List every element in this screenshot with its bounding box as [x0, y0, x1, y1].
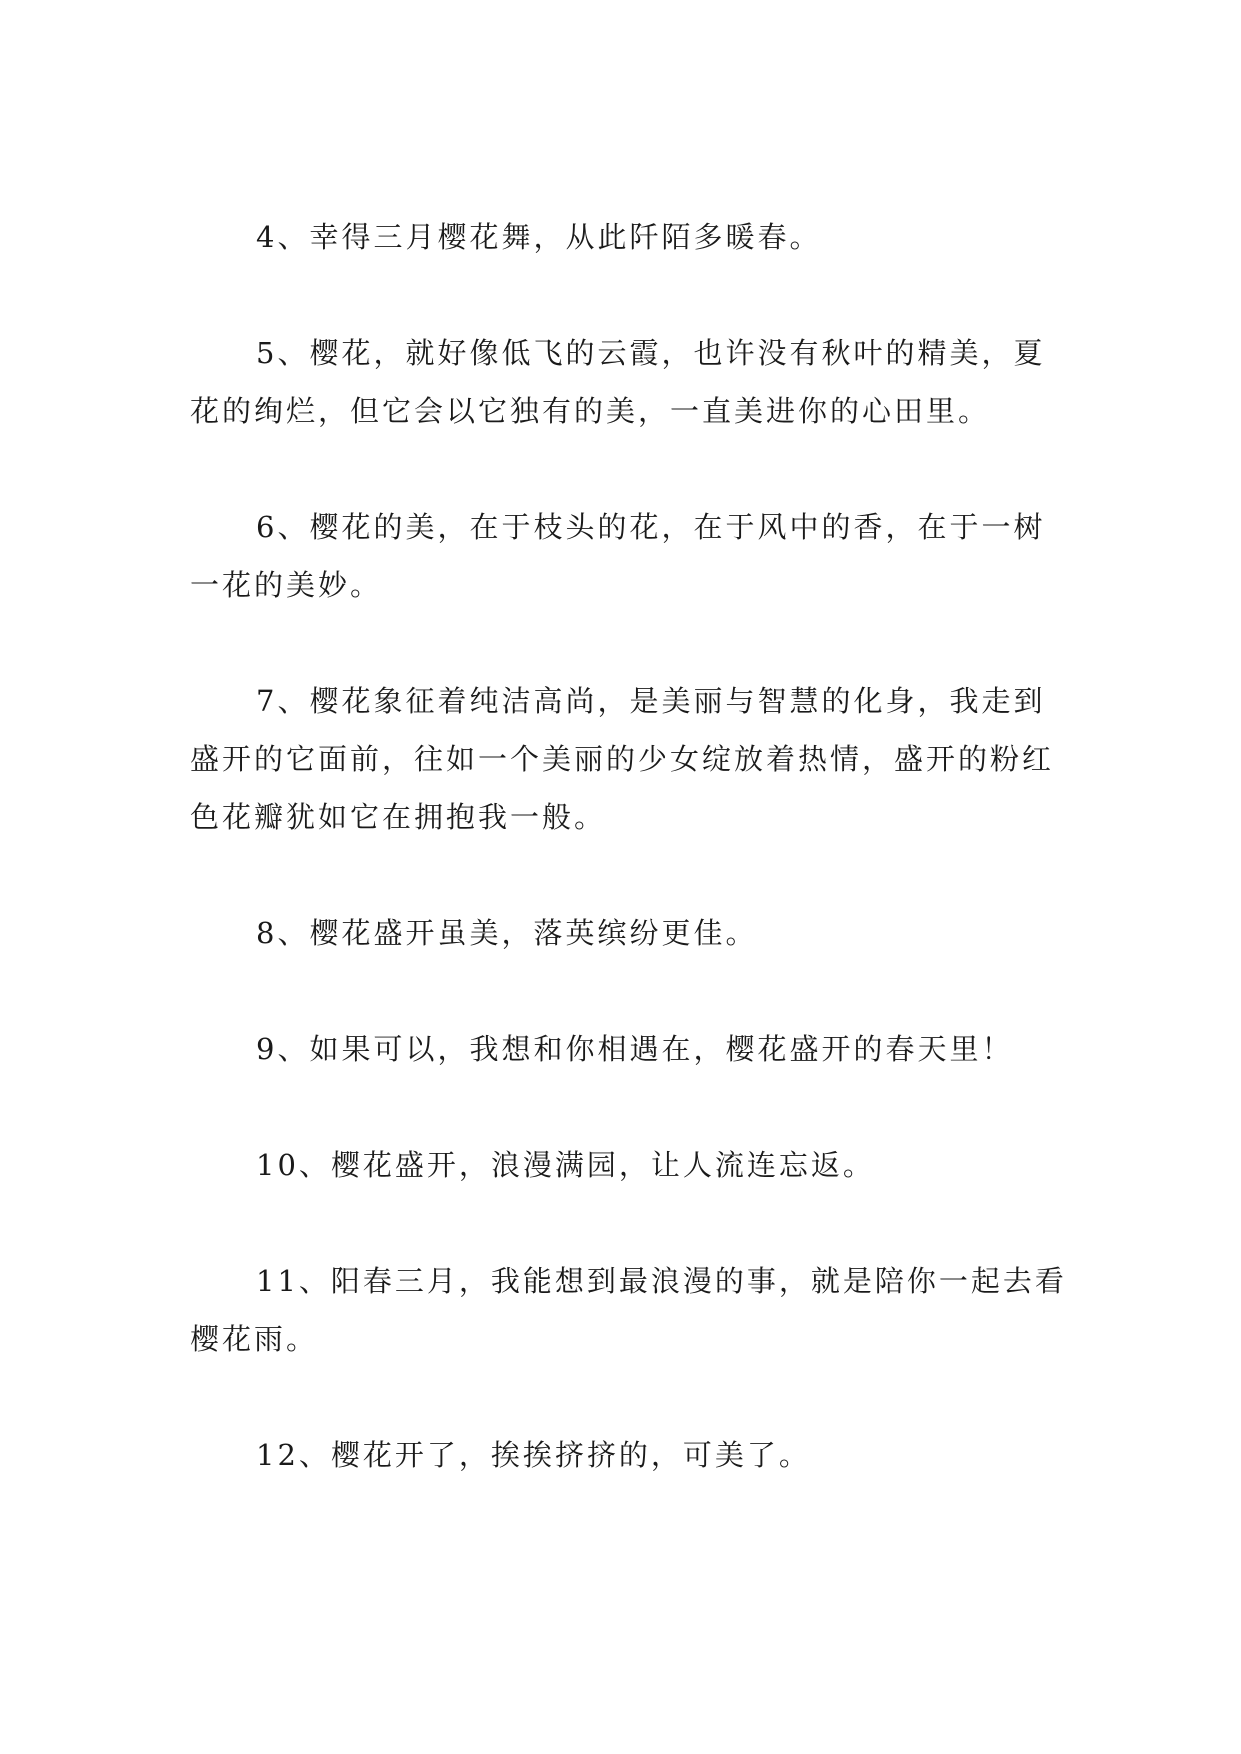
paragraph-9: 9、如果可以，我想和你相遇在，樱花盛开的春天里！ — [256, 1032, 1014, 1066]
paragraph-12: 12、樱花开了，挨挨挤挤的，可美了。 — [256, 1438, 811, 1472]
document-body — [190, 208, 1070, 1484]
paragraph-4: 4、幸得三月樱花舞，从此阡陌多暖春。 — [256, 220, 822, 254]
paragraph-11: 11、阳春三月，我能想到最浪漫的事，就是陪你一起去看樱花雨。 — [190, 1264, 1067, 1356]
paragraph-6: 6、樱花的美，在于枝头的花，在于风中的香，在于一树一花的美妙。 — [190, 510, 1046, 602]
paragraph-8: 8、樱花盛开虽美，落英缤纷更佳。 — [256, 916, 758, 950]
paragraph-10: 10、樱花盛开，浪漫满园，让人流连忘返。 — [256, 1148, 875, 1182]
paragraph-5: 5、樱花，就好像低飞的云霞，也许没有秋叶的精美，夏花的绚烂，但它会以它独有的美，一直美进你的心田里。 — [190, 336, 1046, 428]
paragraph-7: 7、樱花象征着纯洁高尚，是美丽与智慧的化身，我走到盛开的它面前，往如一个美丽的少女绽放着热情，盛开的粉红色花瓣犹如它在拥抱我一般。 — [190, 684, 1055, 834]
